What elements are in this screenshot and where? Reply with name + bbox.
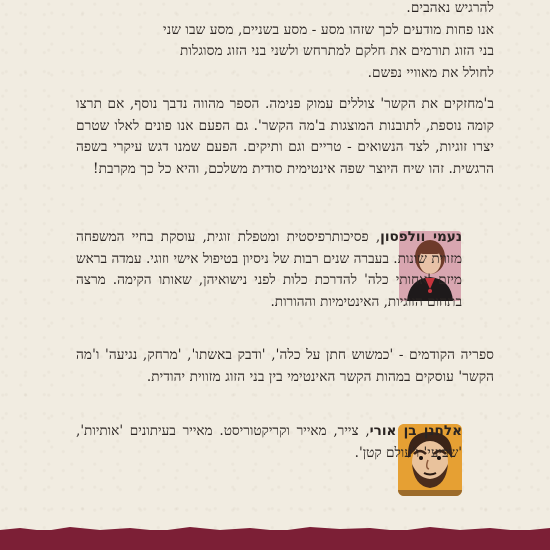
illustrator-bio-text: , צייר, מאייר וקריקטוריסט. מאייר בעיתונים 'אותיות', 'שביעי' ו'עולם קטן'.: [76, 423, 462, 461]
author-name: נעמי וולפסון: [380, 229, 462, 245]
illustrator-bio: [76, 421, 462, 464]
book-description: ב'מחזקים את הקשר' צוללים עמוק פנימה. הספר מהווה נדבך נוסף, אם תרצו קומה נוספת, לתובנות המוצגות ב'מה הקשר'. גם הפעם אנו פונים לאלו שטרם יצרו זוגיות, לצד הנשואים - טריים וגם ותיקים. הפעם שמנו דגש עיקרי בשפה הרגשית. זהו שיח היוצר שפה אינטימית סודית משלכם, והיא כל כך מקרבת!: [76, 96, 494, 177]
intro-line: לחולל את מאוויי נפשם.: [367, 64, 494, 81]
intro-line: להרגיש נאהבים.: [406, 0, 494, 16]
author-bio: [76, 227, 462, 313]
intro-paragraph: [76, 0, 494, 84]
intro-line: אנו פחות מודעים לכך שזהו מסע - מסע בשניים, מסע שבו שני: [163, 21, 494, 38]
illustrator-name: אלחנן בן אורי: [369, 423, 462, 439]
previous-books: ספריה הקודמים - 'כמשוש חתן על כלה', 'ודבק באשתו', 'מרחק, נגיעה' ו'מה הקשר' עוסקים במהות הקשר האינטימי בין בני הזוג מזווית יהודית.: [76, 347, 494, 385]
author-bio-text: , פסיכותרפיסטית ומטפלת זוגית, עוסקת בחיי המשפחה מזווית שונות. בעברה שנים רבות של ניסיון בטיפול אישי וזוגי. עמדה בראש מיזם 'אחותי כלה' להדרכת כלות לפני נישואיהן, שאותו הקימה. מרצה בתחום הזוגיות, האינטימיות וההורות.: [76, 229, 462, 310]
intro-line: בני הזוג תורמים את חלקם למתרחש ולשני בני הזוג מסוגלות: [180, 43, 494, 59]
bottom-band: [0, 530, 550, 550]
